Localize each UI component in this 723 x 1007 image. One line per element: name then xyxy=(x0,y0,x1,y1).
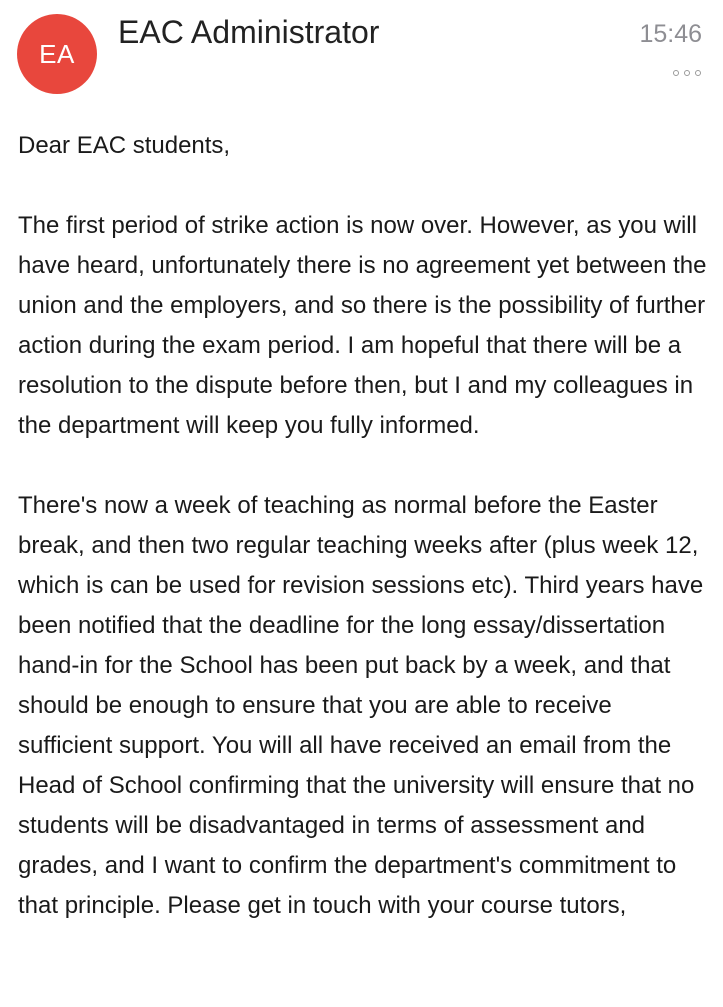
more-dot xyxy=(695,70,701,76)
message-header xyxy=(0,0,723,110)
sender-name[interactable]: EAC Administrator xyxy=(118,14,380,50)
more-dot xyxy=(684,70,690,76)
body-paragraph: The first period of strike action is now over. However, as you will have heard, unfortunately there is no agreement yet between the union and the employers, and so there is the possibility of further action during the exam period. I am hopeful that there will be a resolution to the dispute before then, but I and my colleagues in the department will keep you fully informed. xyxy=(18,212,707,439)
more-dot xyxy=(673,70,679,76)
body-paragraph: There's now a week of teaching as normal before the Easter break, and then two regular teaching weeks after (plus week 12, which is can be used for revision sessions etc). Third years have been notified that the deadline for the long essay/dissertation hand-in for the School has been put back by a week, and that should be enough to ensure that you are able to receive sufficient support. You will all have received an email from the Head of School confirming that the university will ensure that no students will be disadvantaged in terms of assessment and grades, and I want to confirm the department's commitment to that principle. Please get in touch with your course tutors, xyxy=(18,492,704,919)
sender-initials: EA xyxy=(39,38,75,69)
more-dots-icon[interactable] xyxy=(673,70,701,76)
greeting: Dear EAC students, xyxy=(18,132,231,159)
message-body xyxy=(18,126,708,966)
message-time: 15:46 xyxy=(639,20,702,48)
sender-avatar[interactable] xyxy=(17,14,97,94)
